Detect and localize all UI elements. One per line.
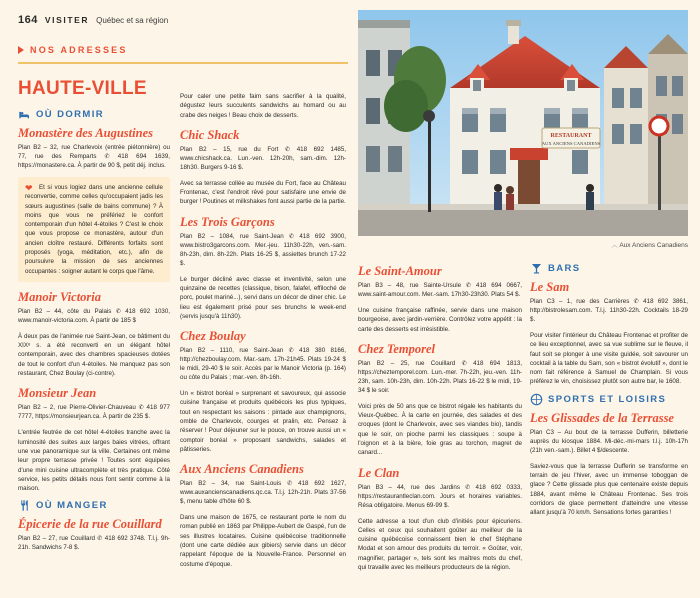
- place-body: Voici près de 50 ans que ce bistrot régale les habitants du Vieux-Québec. À la carte en journée, des salades et des croques (dont le Charlevoix, avec ses viandes bio), tandis que le soir, on pioche parmi les classiques : soupe à l'oignon et à la bière, foie gras au torchon, magret de canard...: [358, 402, 522, 457]
- triangle-bullet-icon: [18, 46, 24, 54]
- column-two: [180, 92, 346, 578]
- place-name: Monsieur Jean: [18, 386, 97, 401]
- section-banner-label: NOS ADRESSES: [30, 45, 128, 55]
- header-visiter: VISITER: [44, 15, 90, 25]
- section-header-sports-loisirs: [530, 393, 688, 406]
- place-body: Une cuisine française raffinée, servie dans une maison bourgeoise, avec jardin-verrière. Contrôlez votre appétit : la carte des desserts est irrésistible.: [358, 306, 522, 333]
- header-subtitle: Québec et sa région: [96, 16, 169, 25]
- place-body: L'entrée feutrée de cet hôtel 4-étoiles tranche avec la luminosité des suites aux larges baies vitrées, offrant une vue panoramique sur la ville. Certaines ont même leur propre terrasse privée ! Toutes sont équipées d'une mini cuisine ultracomplète et très pratique. Côté service, les petits détails nous font sentir comme à la maison.: [18, 429, 170, 493]
- place-name: Le Clan: [358, 465, 400, 480]
- place-name: Monastère des Augustines: [18, 126, 153, 140]
- continuation-text: Pour caler une petite faim sans sacrifier à la qualité, dégustez leurs succulents sandwichs au homard ou au crabe des neiges ! Beau choix de desserts.: [180, 93, 346, 119]
- place-meta: Plan C3 – Au bout de la terrasse Dufferin, billetterie auprès du kiosque 1884. Mi-déc.-mi-mars t.l.j. 10h-17h (21h ven.-sam.). Billet 4 $/descente.: [530, 428, 688, 454]
- caption-text: Aux Anciens Canadiens: [619, 242, 688, 249]
- section-label: BARS: [548, 263, 581, 274]
- place-meta: Plan C3 – 1, rue des Carrières ✆ 418 692 3861, http://bistrolesam.com. T.l.j. 11h30-22h. Cocktails 18-29 $.: [530, 298, 688, 323]
- place-name: Manoir Victoria: [18, 289, 102, 304]
- section-label: SPORTS ET LOISIRS: [548, 393, 667, 405]
- section-label: OÙ DORMIR: [36, 109, 105, 120]
- place-meta: Plan B2 – 32, rue Charlevoix (entrée piétonnière) ou 77, rue des Remparts ✆ 418 694 1639, https://monastere.ca. À partir de 90 $, petit déj. inclus.: [18, 144, 170, 169]
- place-meta: Plan B2 – 15, rue du Fort ✆ 418 692 1485, www.chicshack.ca. Lun.-ven. 12h-20h, sam.-dim. 12h-18h30. Burgers 9-16 $.: [180, 145, 346, 171]
- sports-icon: [530, 393, 543, 406]
- place-body: Cette adresse a tout d'un club d'initiés pour épicuriens. Celles et ceux qui souhaitent goûter au meilleur de la cuisine québécoise connaissent bien le chef Stéphane Modat et son amour des produits du terroir. « Goûter, voir, magnifier, partager », tels sont les maîtres mots du chef, qui travaille avec les meilleurs producteurs de la région.: [358, 517, 522, 572]
- page-title: HAUTE-VILLE: [18, 78, 147, 99]
- tip-text: Et si vous logiez dans une ancienne cellule reconvertie, comme celles qu'occupaient jadis les sœurs augustines (salle de bains commune) ? À moins que vous ne préfériez le confort contemporain d'un hôtel 4-étoiles ? C'est le choix que vous propose ce monastère, autour d'un ancien cloître restauré. Différents forfaits sont proposés (yoga, méditation, etc.), afin de poursuivre la mission de ses anciennes occupantes : soigner autant le corps que l'âme.: [25, 183, 163, 275]
- heart-icon: ❤: [25, 182, 33, 193]
- place-name: Chez Temporel: [358, 341, 435, 356]
- column-three: [358, 262, 522, 580]
- hero-photo: [358, 10, 688, 236]
- place-body: Pour visiter l'intérieur du Château Frontenac et profiter de ce lieu exceptionnel, avec sa vue sublime sur le fleuve, il faut soit se plonger à une visite guidée, soit savourer un cocktail à la table du Sam, son « bistrot évolutif », dont le nom fait référence à Samuel de Champlain. Si vous préférez le vin, choisissez plutôt son autre bar, le 1608.: [530, 331, 688, 386]
- place-name: Le Sam: [530, 280, 570, 294]
- section-header-bars: [530, 262, 688, 275]
- place-name: Épicerie de la rue Couillard: [18, 517, 162, 532]
- place-name: Aux Anciens Canadiens: [180, 462, 304, 477]
- place-body: Saviez-vous que la terrasse Dufferin se transforme en terrain de jeu l'hiver, avec un immense toboggan de glace ? Cette glissade plus que centenaire existe depuis 1884, avant même le Château Frontenac. Ses trois corridors de glace permettent d'atteindre une vitesse allant jusqu'à 70 km/h. Sensations fortes garanties !: [530, 462, 688, 517]
- header-rule: [18, 62, 348, 64]
- place-meta: Plan B2 – 1110, rue Saint-Jean ✆ 418 380 8166, http://chezboulay.com. Mar.-sam. 17h-21h45. Plats 19-24 $ le midi, 29-40 $ le soir. Accès par le Manoir Victoria (p. 164) ou côte du Palais ; mar.-ven. 8h-16h.: [180, 347, 346, 382]
- place-name: Le Saint-Amour: [358, 264, 442, 278]
- caption-marker-icon: ︿: [611, 242, 618, 249]
- place-name: Les Glissades de la Terrasse: [530, 410, 674, 425]
- place-body: Le burger décliné avec classe et inventivité, selon une quinzaine de recettes (classique, bison, falafel, effiloché de porc, poulet mariné...), servi dans un décor de diner chic. Le lieu est également prisé pour ses brunchs le week-end (servis jusqu'à 11h30).: [180, 275, 346, 320]
- place-name: Chez Boulay: [180, 329, 246, 344]
- place-meta: Plan B2 – 34, rue Saint-Louis ✆ 418 692 1627, www.auxancienscanadiens.qc.ca. T.l.j. 12h-21h. Plats 37-56 $, menu table d'hôte 60 $.: [180, 480, 346, 506]
- hero-illustration: [358, 10, 688, 236]
- place-body: Dans une maison de 1675, ce restaurant porte le nom du roman publié en 1863 par Philippe-Aubert de Gaspé, l'un de ses illustres locataires. Cuisine québécoise traditionnelle (dont une carte dédiée aux gibiers) servie dans un décor rappelant l'époque de la Nouvelle-France. Personnel en costume d'époque.: [180, 514, 346, 568]
- column-four: [530, 262, 688, 580]
- page-number: 164: [18, 14, 38, 26]
- section-label: OÙ MANGER: [36, 500, 108, 512]
- place-meta: Plan B3 – 44, rue des Jardins ✆ 418 692 0333, https://restaurantleclan.com. Jours et horaires variables. Résa obligatoire. Menus 69-99 $.: [358, 483, 522, 509]
- section-banner: [18, 45, 348, 55]
- section-header-ou-manger: [18, 499, 170, 512]
- bed-icon: [18, 108, 31, 121]
- photo-caption: [358, 240, 688, 249]
- place-body: Un « bistrot boréal » surprenant et savoureux, qui associe cuisine française et produits québécois les plus typiques, tout en respectant les saisons : pintade aux champignons, omble de Charlevoix, courges et pralin, etc. Pensez à réserver ! Pour déjeuner sur le pouce, on trouve aussi un « comptoir boréal » proposant sandwichs, salades et pâtisseries.: [180, 390, 346, 453]
- place-meta: Plan B2 – 25, rue Couillard ✆ 418 694 1813, https://cheztemporel.com. Lun.-mer. 7h-22h, jeu.-ven. 11h-23h, sam. 10h-23h, dim. 10h-22h. Plats 16-22 $ le midi, 19-34 $ le soir.: [358, 359, 522, 394]
- page-header: [18, 14, 348, 26]
- column-one: [18, 108, 170, 578]
- place-name: Chic Shack: [180, 127, 240, 142]
- place-body: À deux pas de l'animée rue Saint-Jean, ce bâtiment du XIXᵉ s. a été reconverti en un élégant hôtel contemporain, avec des chambres spacieuses dotées de tout le confort d'un 4-étoiles. Ne manquez pas son restaurant, Chez Boulay (ci-contre).: [18, 332, 170, 378]
- svg-text:RESTAURANT: RESTAURANT: [550, 133, 592, 139]
- svg-text:AUX ANCIENS CANADIENS: AUX ANCIENS CANADIENS: [541, 141, 601, 146]
- place-meta: Plan B2 – 1084, rue Saint-Jean ✆ 418 692 3900, www.bistro3garcons.com. Mer.-jeu. 11h30-22h, ven.-sam. 8h-23h, dim. 8h-22h. Plats 16-25 $, assiettes brunch 17-22 $.: [180, 232, 346, 267]
- place-meta: Plan B2 – 44, côte du Palais ✆ 418 692 1030, www.manoir-victoria.com. À partir de 185 $: [18, 307, 170, 324]
- place-meta: Plan B2 – 2, rue Pierre-Olivier-Chauveau ✆ 418 977 7777, https://monsieurjean.ca. À partir de 235 $.: [18, 404, 170, 421]
- place-meta: Plan B3 – 48, rue Sainte-Ursule ✆ 418 694 0667, www.saint-amour.com. Mer.-sam. 17h30-23h30. Plats 54 $.: [358, 282, 522, 298]
- cocktail-glass-icon: [530, 262, 543, 275]
- fork-knife-icon: [18, 499, 31, 512]
- place-meta: Plan B2 – 27, rue Couillard ✆ 418 692 3748. T.l.j. 9h-21h. Sandwichs 7-8 $.: [18, 535, 170, 552]
- section-header-ou-dormir: [18, 108, 170, 121]
- place-body: Avec sa terrasse collée au musée du Fort, face au Château Frontenac, c'est l'endroit rêvé pour satisfaire une envie de burger ! Poutines et milkshakes font aussi partie de la partie.: [180, 179, 346, 206]
- tip-box: [18, 177, 170, 282]
- place-name: Les Trois Garçons: [180, 214, 275, 229]
